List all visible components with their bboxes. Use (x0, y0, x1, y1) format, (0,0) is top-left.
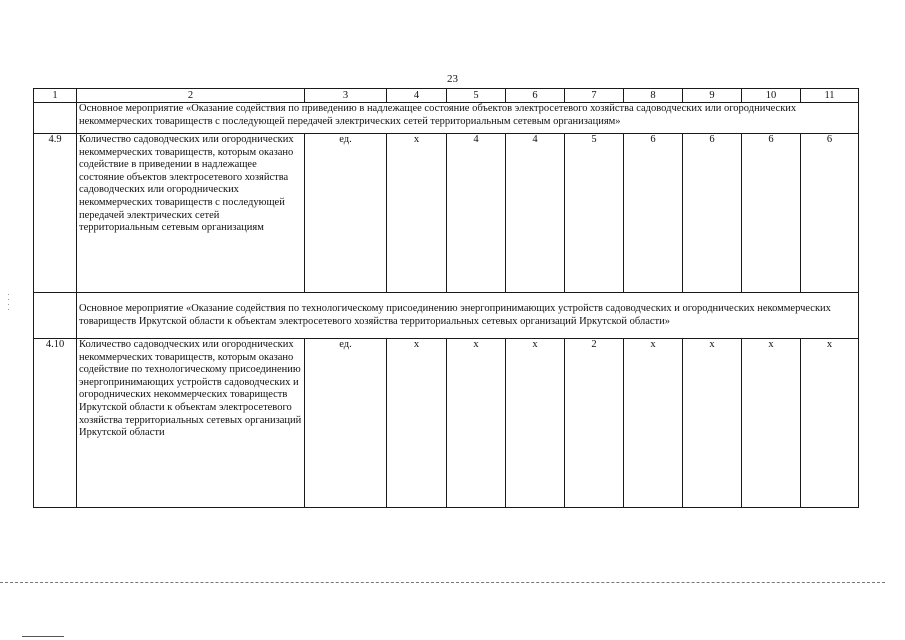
table-row (34, 339, 859, 508)
scan-specks (6, 290, 16, 330)
indicator-name: Количество садоводческих или огороднических некоммерческих товариществ, которым оказано содействие по технологическому присоединению энергопринимающих устройств садоводческих и огороднических некоммерческих товариществ Иркутской области к объектам электросетевого хозяйства территориальных сетевых организаций Иркутской области (77, 339, 305, 508)
column-number: 2 (77, 89, 305, 103)
table-row (34, 134, 859, 293)
column-number: 1 (34, 89, 77, 103)
column-number: 10 (742, 89, 801, 103)
column-number: 11 (801, 89, 859, 103)
value-cell: 5 (565, 134, 624, 293)
column-number: 6 (506, 89, 565, 103)
unit-cell: ед. (305, 134, 387, 293)
row-number (34, 103, 77, 134)
column-number: 7 (565, 89, 624, 103)
value-cell: х (801, 339, 859, 508)
value-cell: 4 (447, 134, 506, 293)
value-cell: 6 (624, 134, 683, 293)
row-number: 4.9 (34, 134, 77, 293)
value-cell: 6 (683, 134, 742, 293)
value-cell: 6 (801, 134, 859, 293)
value-cell: х (624, 339, 683, 508)
value-cell: х (447, 339, 506, 508)
value-cell: х (742, 339, 801, 508)
column-number: 3 (305, 89, 387, 103)
row-number (34, 293, 77, 339)
value-cell: х (506, 339, 565, 508)
page-number: 23 (447, 73, 458, 85)
section-title: Основное мероприятие «Оказание содействия по технологическому присоединению энергопринимающих устройств садоводческих и огороднических некоммерческих товариществ Иркутской области к объектам электросетевого хозяйства территориальных сетевых организаций Иркутской области» (77, 293, 859, 339)
section-title: Основное мероприятие «Оказание содействия по приведению в надлежащее состояние объектов электросетевого хозяйства садоводческих или огороднических некоммерческих товариществ с последующей передачей электрических сетей территориальным сетевым организациям» (77, 103, 859, 134)
value-cell: 6 (742, 134, 801, 293)
value-cell: 2 (565, 339, 624, 508)
column-number: 8 (624, 89, 683, 103)
unit-cell: ед. (305, 339, 387, 508)
column-number: 4 (387, 89, 447, 103)
column-number-row (34, 89, 859, 103)
scan-bottom-rule (22, 636, 64, 637)
row-number: 4.10 (34, 339, 77, 508)
value-cell: х (387, 339, 447, 508)
column-number: 5 (447, 89, 506, 103)
section-row (34, 293, 859, 339)
indicators-table (33, 88, 859, 508)
section-row (34, 103, 859, 134)
value-cell: х (683, 339, 742, 508)
value-cell: х (387, 134, 447, 293)
indicator-name: Количество садоводческих или огороднических некоммерческих товариществ, которым оказано содействие в приведении в надлежащее состояние объектов электросетевого хозяйства садоводческих или огороднических некоммерческих товариществ с последующей передачей электрических сетей территориальным сетевым организациям (77, 134, 305, 293)
column-number: 9 (683, 89, 742, 103)
scan-dashed-line (0, 582, 885, 583)
value-cell: 4 (506, 134, 565, 293)
